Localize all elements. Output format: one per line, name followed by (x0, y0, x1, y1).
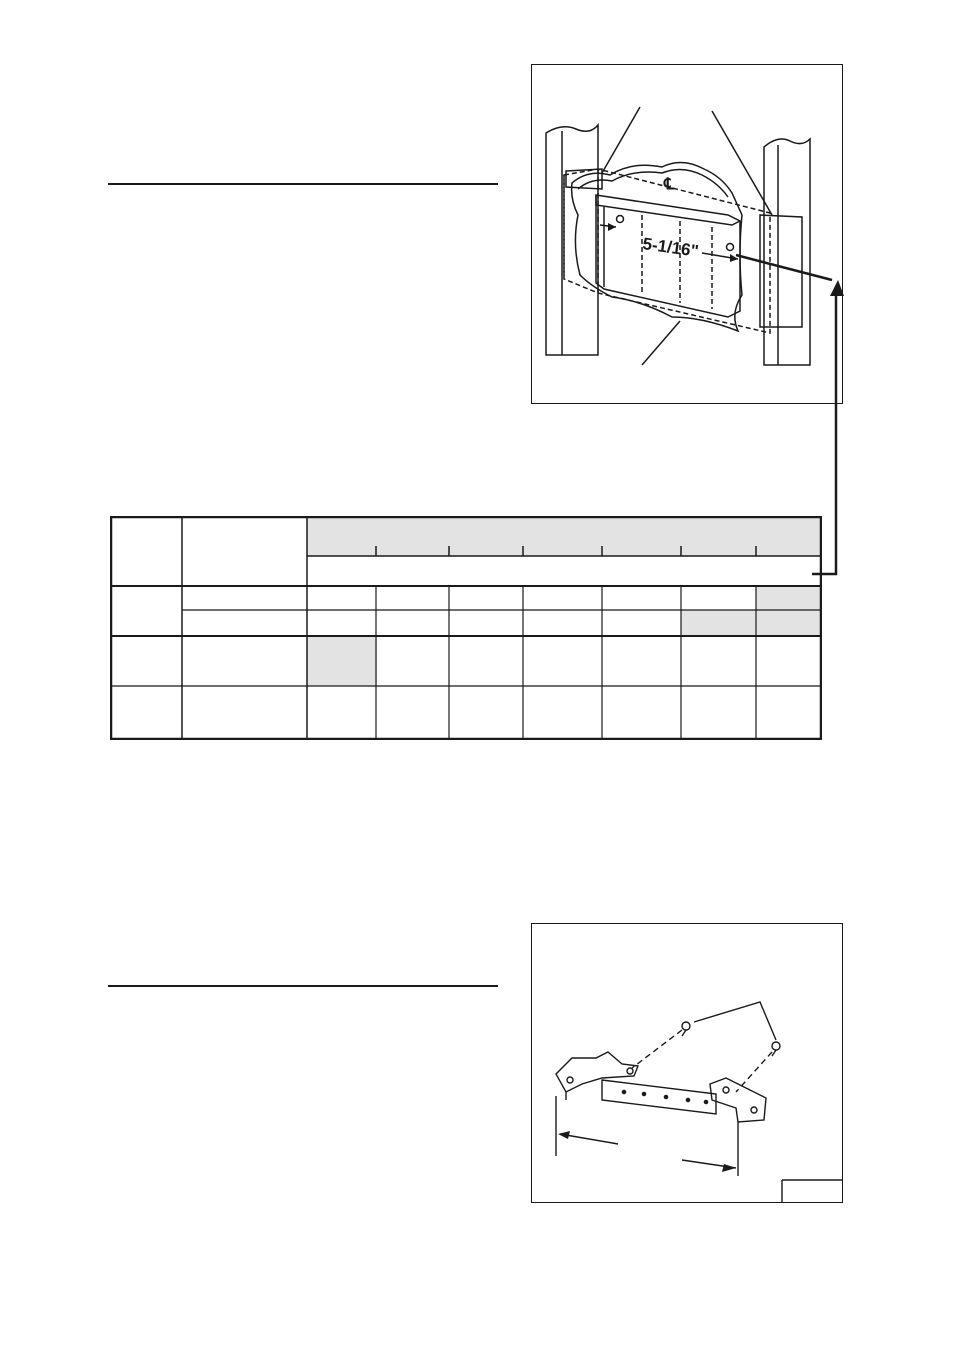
figure-mounting-between-studs (531, 64, 843, 404)
dimension-label: 5-1/16" (641, 234, 700, 261)
figure-bracket-assembly (531, 923, 843, 1203)
dimension-table (110, 516, 822, 740)
section-rule-top (108, 183, 498, 185)
studs-drawing (532, 65, 842, 403)
section-rule-bottom (108, 985, 498, 987)
table-grid (110, 516, 822, 740)
centerline-symbol: ℄ (664, 176, 675, 193)
bracket-drawing (532, 924, 842, 1202)
